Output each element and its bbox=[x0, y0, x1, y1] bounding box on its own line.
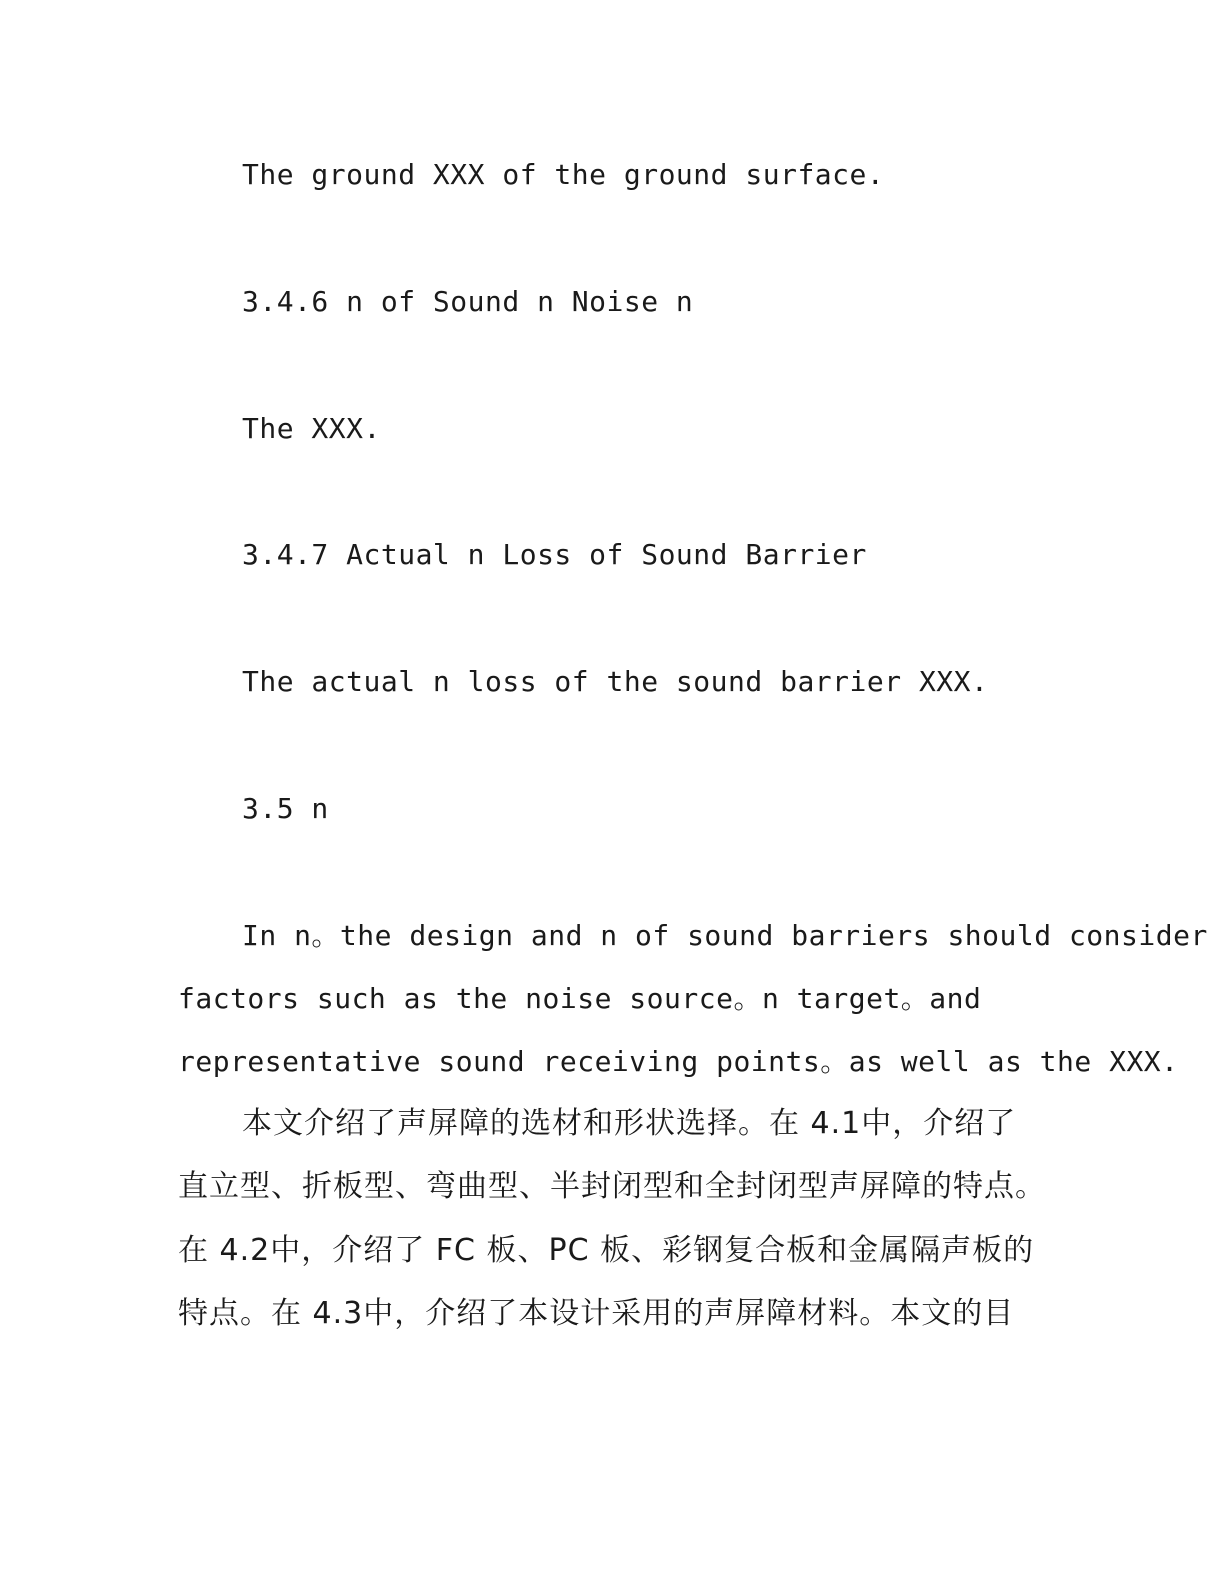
paragraph-zh-line: 本文介绍了声屏障的选材和形状选择。在 4.1中，介绍了 bbox=[242, 1106, 1017, 1141]
body-line: The ground XXX of the ground surface. bbox=[242, 158, 885, 191]
section-heading-3-4-6: 3.4.6 n of Sound n Noise n bbox=[242, 285, 694, 318]
section-heading-3-4-7: 3.4.7 Actual n Loss of Sound Barrier bbox=[242, 538, 867, 571]
paragraph-zh-line: 特点。在 4.3中，介绍了本设计采用的声屏障材料。本文的目 bbox=[178, 1296, 1015, 1331]
paragraph-zh-line: 直立型、折板型、弯曲型、半封闭型和全封闭型声屏障的特点。 bbox=[178, 1169, 1046, 1204]
body-line: The XXX. bbox=[242, 412, 381, 445]
paragraph-en-line: representative sound receiving points。as well as the XXX. bbox=[178, 1045, 1179, 1078]
paragraph-en-line: In n。the design and n of sound barriers should consider bbox=[242, 919, 1208, 952]
paragraph-zh-line: 在 4.2中，介绍了 FC 板、PC 板、彩钢复合板和金属隔声板的 bbox=[178, 1233, 1035, 1268]
paragraph-en-line: factors such as the noise source。n target。and bbox=[178, 982, 982, 1015]
body-line: The actual n loss of the sound barrier XXX. bbox=[242, 665, 989, 698]
section-heading-3-5: 3.5 n bbox=[242, 792, 329, 825]
